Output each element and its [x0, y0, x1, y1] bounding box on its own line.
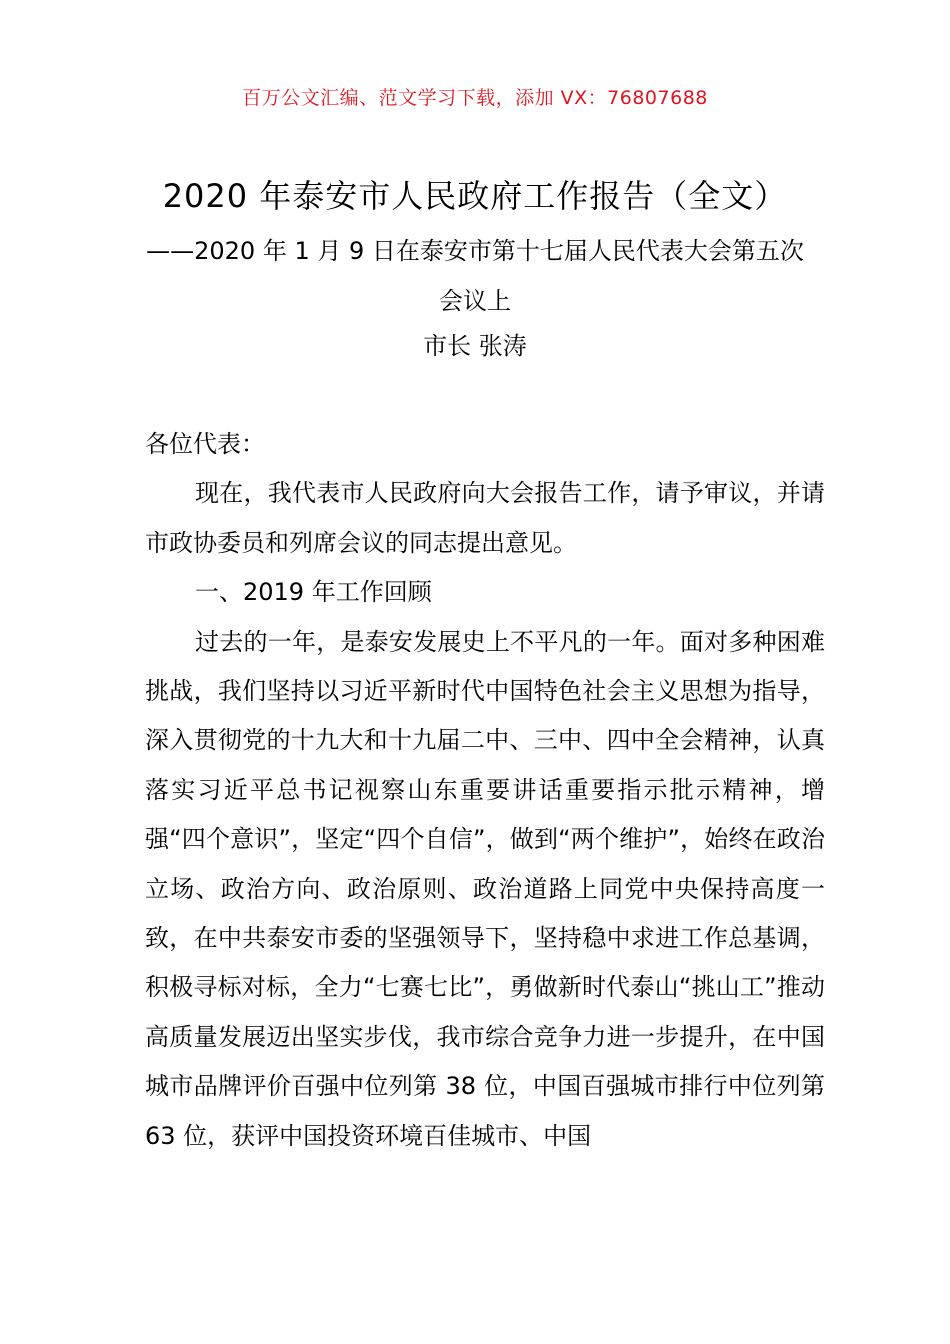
document-subtitle: ——2020 年 1 月 9 日在泰安市第十七届人民代表大会第五次会议上 [146, 237, 804, 315]
document-title: 2020 年泰安市人民政府工作报告（全文） [162, 177, 788, 215]
paragraph: 过去的一年，是泰安发展史上不平凡的一年。面对多种困难挑战，我们坚持以习近平新时代中国特色社会主义思想为指导，深入贯彻党的十九大和十九届二中、三中、四中全会精神，认真落实习近平总书记视察山东重要讲话重要指示批示精神，增强“四个意识”，坚定“四个自信”，做到“两个维护”，始终在政治立场、政治方向、政治原则、政治道路上同党中央保持高度一致，在中共泰安市委的坚强领导下，坚持稳中求进工作总基调，积极寻标对标，全力“七赛七比”，勇做新时代泰山“挑山工”推动高质量发展迈出坚实步伐，我市综合竞争力进一步提升，在中国城市品牌评价百强中位列第 38 位，中国百强城市排行中位列第 63 位，获评中国投资环境百佳城市、中国 [145, 627, 825, 1150]
document-author: 市长 张涛 [423, 332, 527, 360]
document-body [145, 420, 825, 1161]
section-heading: 一、2019 年工作回顾 [195, 578, 432, 607]
watermark-text: 百万公文汇编、范文学习下载，添加 VX：76807688 [242, 87, 708, 109]
paragraph: 现在，我代表市人民政府向大会报告工作，请予审议，并请市政协委员和列席会议的同志提出意见。 [145, 479, 825, 557]
salutation: 各位代表： [145, 430, 265, 458]
